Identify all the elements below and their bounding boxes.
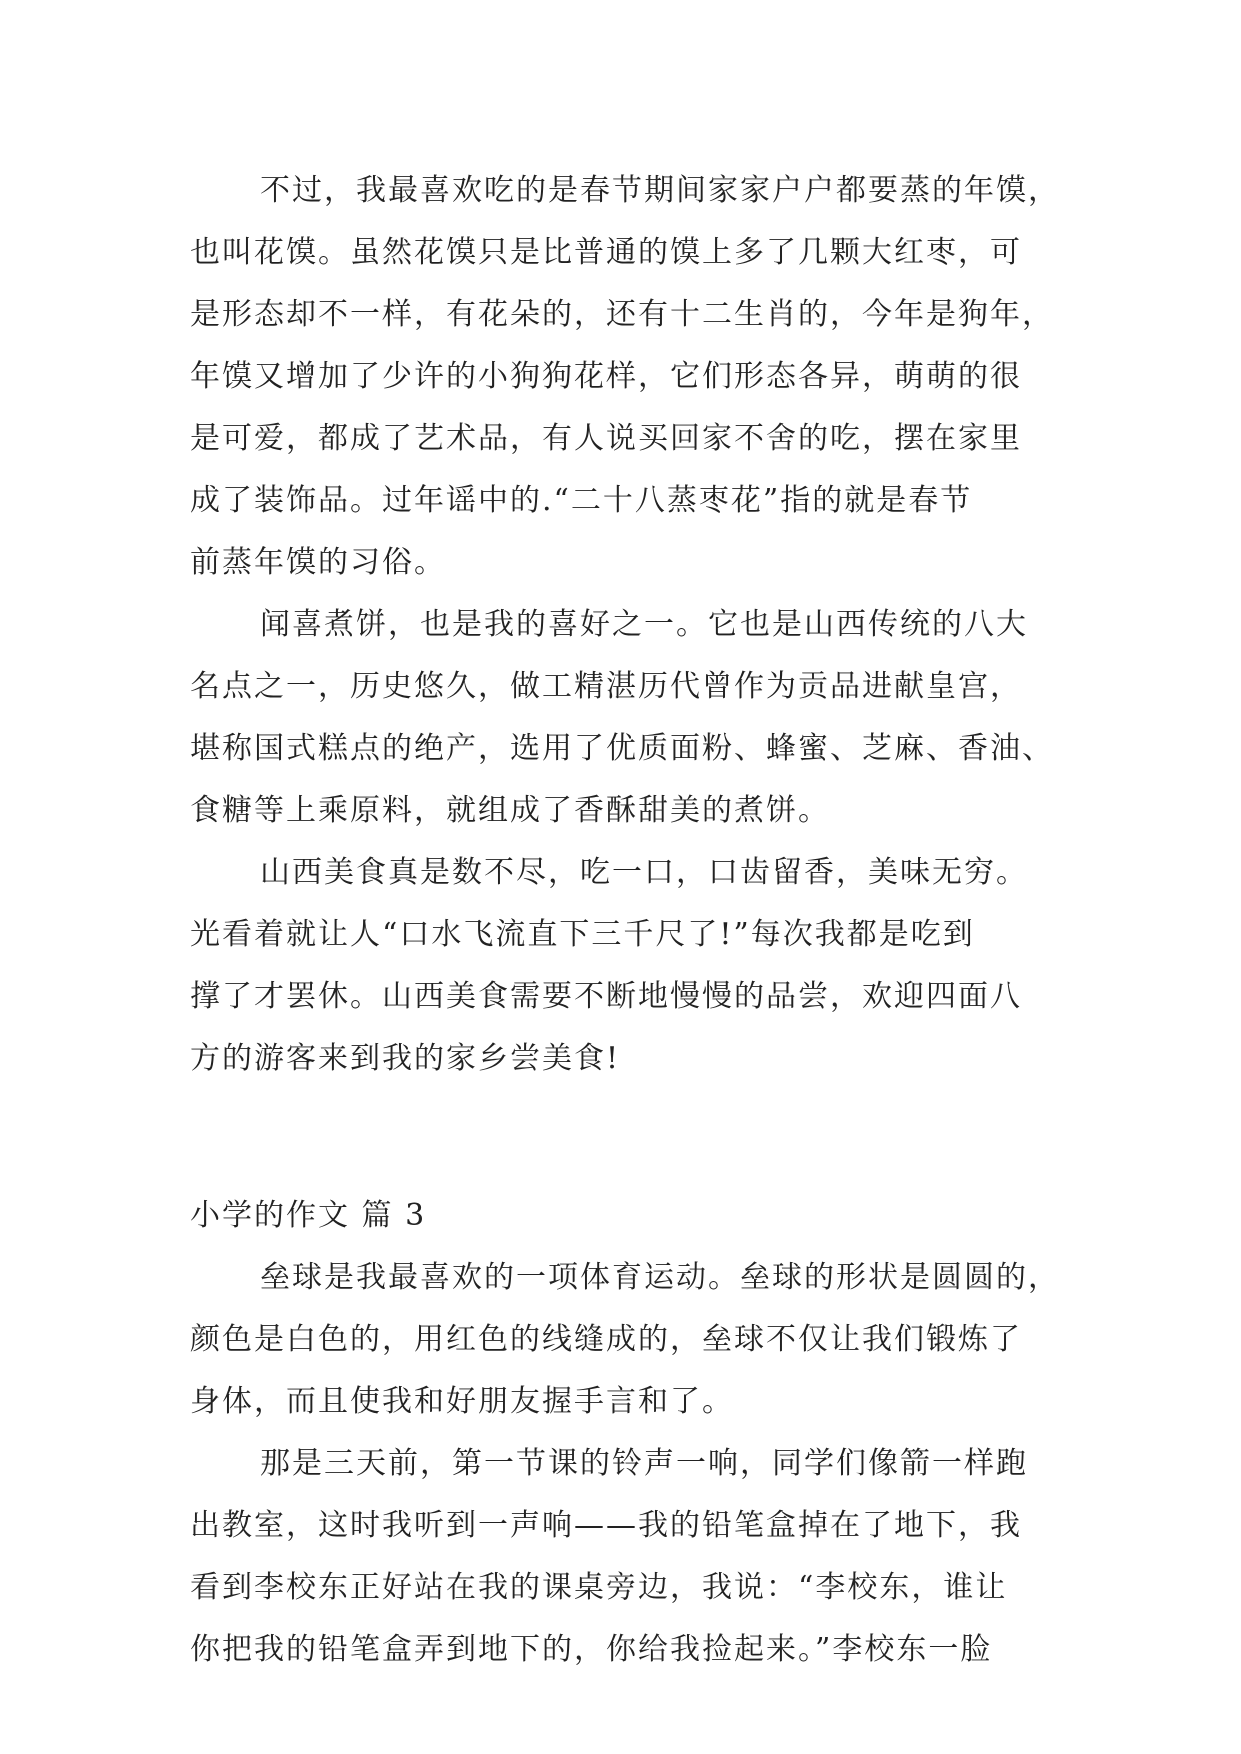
- text-line: 也叫花馍。虽然花馍只是比普通的馍上多了几颗大红枣，可: [190, 235, 1022, 270]
- text-line: 山西美食真是数不尽，吃一口，口齿留香，美味无穷。: [260, 855, 1028, 890]
- text-line: 是可爱，都成了艺术品，有人说买回家不舍的吃，摆在家里: [190, 421, 1022, 456]
- paragraph: [190, 1247, 1090, 1433]
- paragraph: [190, 1433, 1090, 1681]
- text-line: 食糖等上乘原料，就组成了香酥甜美的煮饼。: [190, 793, 830, 828]
- text-line: 成了装饰品。过年谣中的.“二十八蒸枣花”指的就是春节: [190, 483, 973, 518]
- paragraph: [190, 160, 1090, 594]
- text-line: 垒球是我最喜欢的一项体育运动。垒球的形状是圆圆的，: [260, 1260, 1060, 1295]
- text-line: 堪称国式糕点的绝产，选用了优质面粉、蜂蜜、芝麻、香油、: [190, 731, 1054, 766]
- text-line: 闻喜煮饼，也是我的喜好之一。它也是山西传统的八大: [260, 607, 1028, 642]
- text-line: 出教室，这时我听到一声响——我的铅笔盒掉在了地下，我: [190, 1508, 1022, 1543]
- text-line: 看到李校东正好站在我的课桌旁边，我说：“李校东，谁让: [190, 1570, 1008, 1605]
- paragraph: [190, 594, 1090, 842]
- text-line: 颜色是白色的，用红色的线缝成的，垒球不仅让我们锻炼了: [190, 1322, 1022, 1357]
- text-line: 年馍又增加了少许的小狗狗花样，它们形态各异，萌萌的很: [190, 359, 1022, 394]
- text-line: 那是三天前，第一节课的铃声一响，同学们像箭一样跑: [260, 1446, 1028, 1481]
- text-line: 撑了才罢休。山西美食需要不断地慢慢的品尝，欢迎四面八: [190, 979, 1022, 1014]
- document-body: [190, 160, 1090, 1681]
- text-line: 不过，我最喜欢吃的是春节期间家家户户都要蒸的年馍，: [260, 173, 1060, 208]
- paragraph: [190, 842, 1090, 1090]
- text-line: 身体，而且使我和好朋友握手言和了。: [190, 1384, 734, 1419]
- text-line: 是形态却不一样，有花朵的，还有十二生肖的，今年是狗年，: [190, 297, 1054, 332]
- text-line: 方的游客来到我的家乡尝美食!: [190, 1041, 621, 1076]
- text-line: 光看着就让人“口水飞流直下三千尺了!”每次我都是吃到: [190, 917, 975, 952]
- text-line: 前蒸年馍的习俗。: [190, 545, 446, 580]
- text-line: 名点之一，历史悠久，做工精湛历代曾作为贡品进献皇宫，: [190, 669, 1022, 704]
- section-gap: [190, 1090, 1090, 1185]
- section-heading: 小学的作文 篇 3: [190, 1198, 427, 1233]
- text-line: 你把我的铅笔盒弄到地下的，你给我捡起来。”李校东一脸: [190, 1632, 993, 1667]
